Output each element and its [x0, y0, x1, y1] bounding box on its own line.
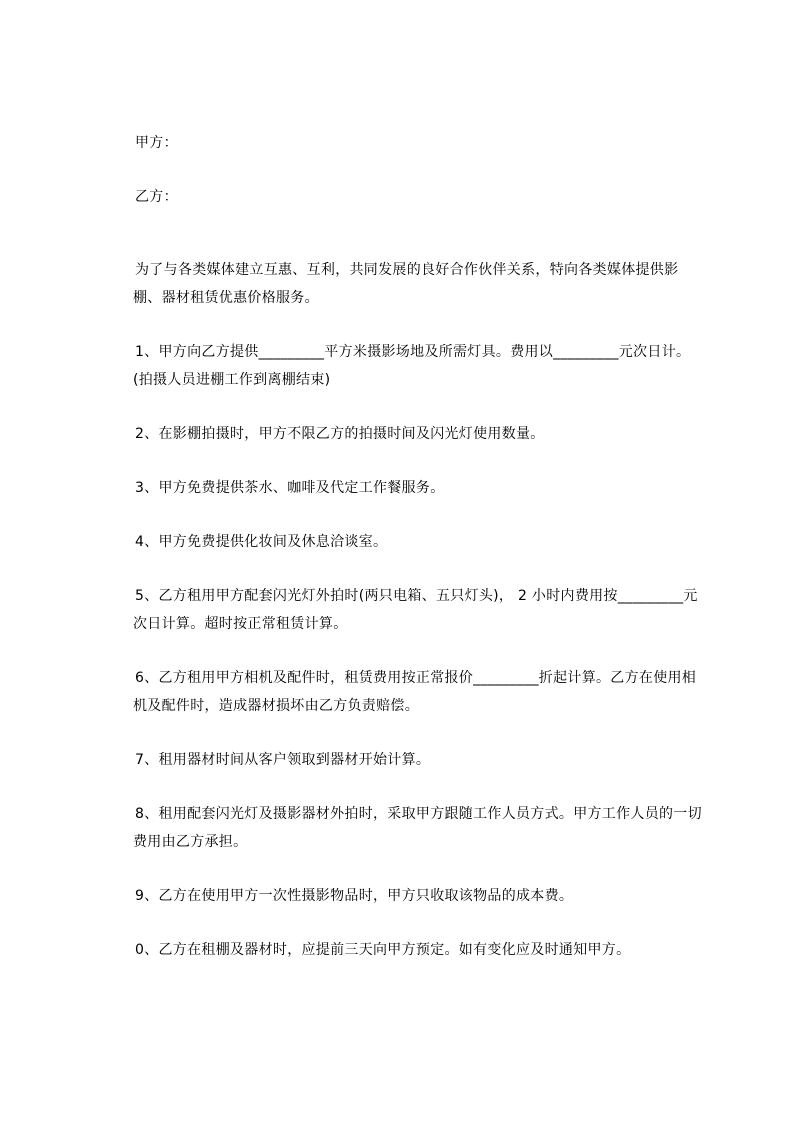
contract-body [133, 129, 703, 964]
clause-2: 2、在影棚拍摄时，甲方不限乙方的拍摄时间及闪光灯使用数量。 [135, 426, 545, 442]
clause-6: 6、乙方租用甲方相机及配件时，租赁费用按正常报价_________折起计算。乙方在使用相机及配件时，造成器材损坏由乙方负责赔偿。 [133, 670, 697, 714]
clause-4: 4、甲方免费提供化妆间及休息洽谈室。 [135, 534, 388, 550]
party-b-line: 乙方： [135, 189, 178, 205]
party-a-line: 甲方： [135, 135, 178, 151]
clause-10: 0、乙方在租棚及器材时，应提前三天向甲方预定。如有变化应及时通知甲方。 [135, 942, 631, 958]
clause-9: 9、乙方在使用甲方一次性摄影物品时，甲方只收取该物品的成本费。 [135, 888, 574, 904]
clause-7: 7、租用器材时间从客户领取到器材开始计算。 [135, 752, 431, 768]
clause-3: 3、甲方免费提供茶水、咖啡及代定工作餐服务。 [135, 480, 445, 496]
clause-8: 8、租用配套闪光灯及摄影器材外拍时，采取甲方跟随工作人员方式。甲方工作人员的一切费用由乙方承担。 [133, 806, 702, 850]
intro-paragraph: 为了与各类媒体建立互惠、互利，共同发展的良好合作伙伴关系，特向各类媒体提供影棚、器材租赁优惠价格服务。 [133, 262, 679, 306]
clause-1: 1、甲方向乙方提供_________平方米摄影场地及所需灯具。费用以_________元次日计。(拍摄人员进棚工作到离棚结束) [133, 344, 691, 388]
clause-5: 5、乙方租用甲方配套闪光灯外拍时(两只电箱、五只灯头)， 2 小时内费用按_________元次日计算。超时按正常租赁计算。 [133, 588, 698, 632]
